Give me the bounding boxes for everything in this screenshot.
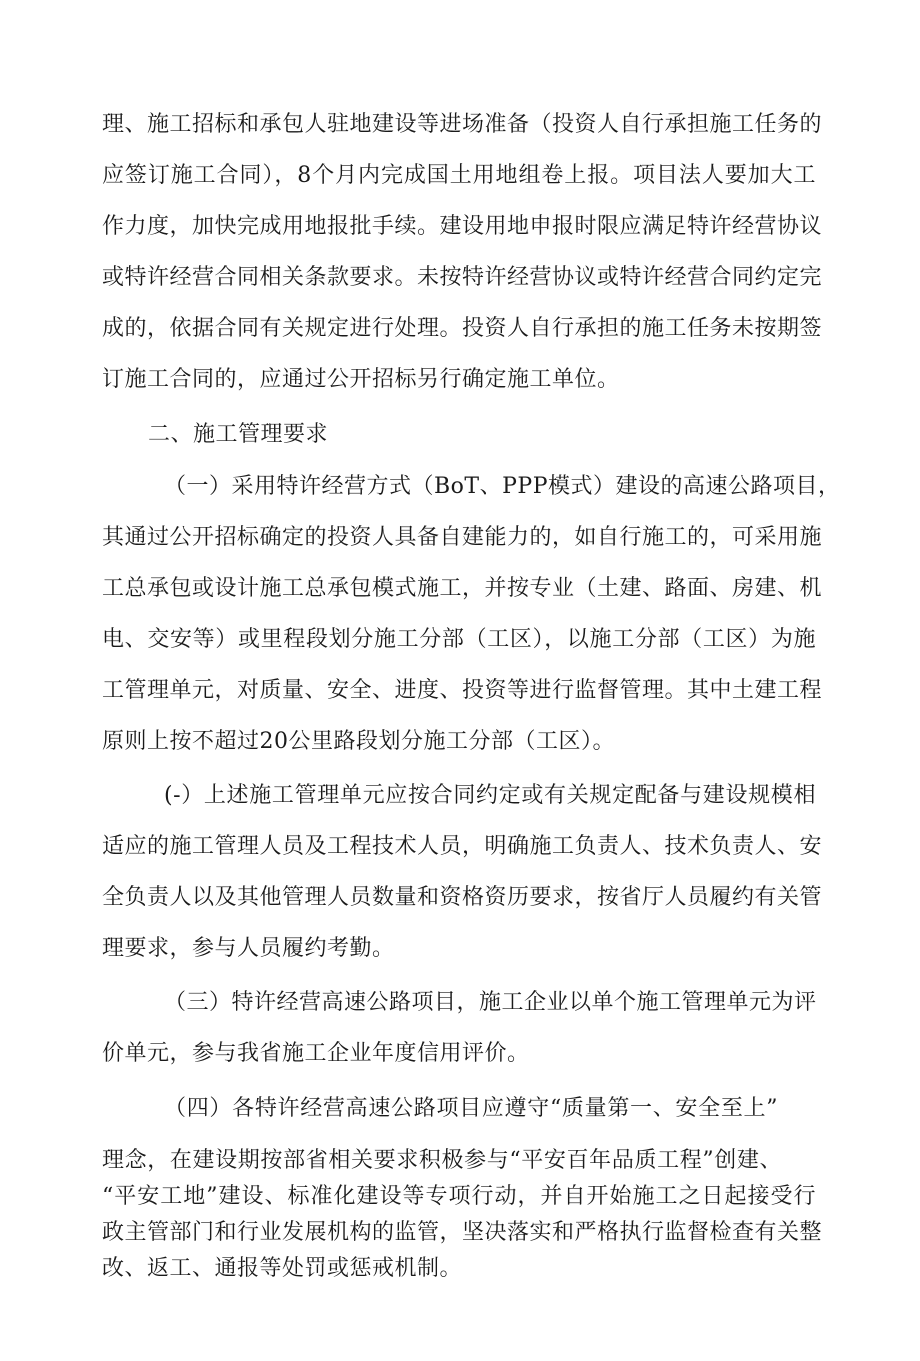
body-text-line: 工总承包或设计施工总承包模式施工，并按专业（土建、路面、房建、机 <box>102 576 823 601</box>
paragraph-first-line: (-）上述施工管理单元应按合同约定或有关规定配备与建设规模相 <box>164 783 816 808</box>
body-text-line: 工管理单元，对质量、安全、进度、投资等进行监督管理。其中土建工程 <box>102 678 823 703</box>
body-text-line: “平安工地”建设、标准化建设等专项行动，并自开始施工之日起接受行 <box>102 1184 816 1209</box>
body-text-line: 价单元，参与我省施工企业年度信用评价。 <box>102 1041 530 1066</box>
body-text-line: 其通过公开招标确定的投资人具备自建能力的，如自行施工的，可采用施 <box>102 525 823 550</box>
body-text-line: 理要求，参与人员履约考勤。 <box>102 936 395 961</box>
paragraph-first-line: （三）特许经营高速公路项目，施工企业以单个施工管理单元为评 <box>164 990 817 1015</box>
paragraph-first-line: （一）采用特许经营方式（BoT、PPP模式）建设的高速公路项目， <box>164 474 841 499</box>
body-text-line: 理、施工招标和承包人驻地建设等进场准备（投资人自行承担施工任务的 <box>102 112 823 137</box>
body-text-line: 应签订施工合同），8个月内完成国土用地组卷上报。项目法人要加大工 <box>102 163 816 188</box>
body-text-line: 改、返工、通报等处罚或惩戒机制。 <box>102 1256 463 1281</box>
body-text-line: 原则上按不超过20公里路段划分施工分部（工区）。 <box>102 729 615 754</box>
body-text-line: 全负责人以及其他管理人员数量和资格资历要求，按省厅人员履约有关管 <box>102 885 823 910</box>
body-text-line: 订施工合同的，应通过公开招标另行确定施工单位。 <box>102 367 620 392</box>
body-text-line: 理念，在建设期按部省相关要求积极参与“平安百年品质工程”创建、 <box>102 1148 782 1173</box>
body-text-line: 成的，依据合同有关规定进行处理。投资人自行承担的施工任务未按期签 <box>102 316 823 341</box>
body-text-line: 电、交安等）或里程段划分施工分部（工区），以施工分部（工区）为施 <box>102 627 816 652</box>
body-text-line: 适应的施工管理人员及工程技术人员，明确施工负责人、技术负责人、安 <box>102 834 823 859</box>
paragraph-first-line: （四）各特许经营高速公路项目应遵守“质量第一、安全至上” <box>164 1096 778 1121</box>
section-heading: 二、施工管理要求 <box>148 422 329 447</box>
body-text-line: 或特许经营合同相关条款要求。未按特许经营协议或特许经营合同约定完 <box>102 265 823 290</box>
body-text-line: 政主管部门和行业发展机构的监管，坚决落实和严格执行监督检查有关整 <box>102 1220 823 1245</box>
body-text-line: 作力度，加快完成用地报批手续。建设用地申报时限应满足特许经营协议 <box>102 214 823 239</box>
